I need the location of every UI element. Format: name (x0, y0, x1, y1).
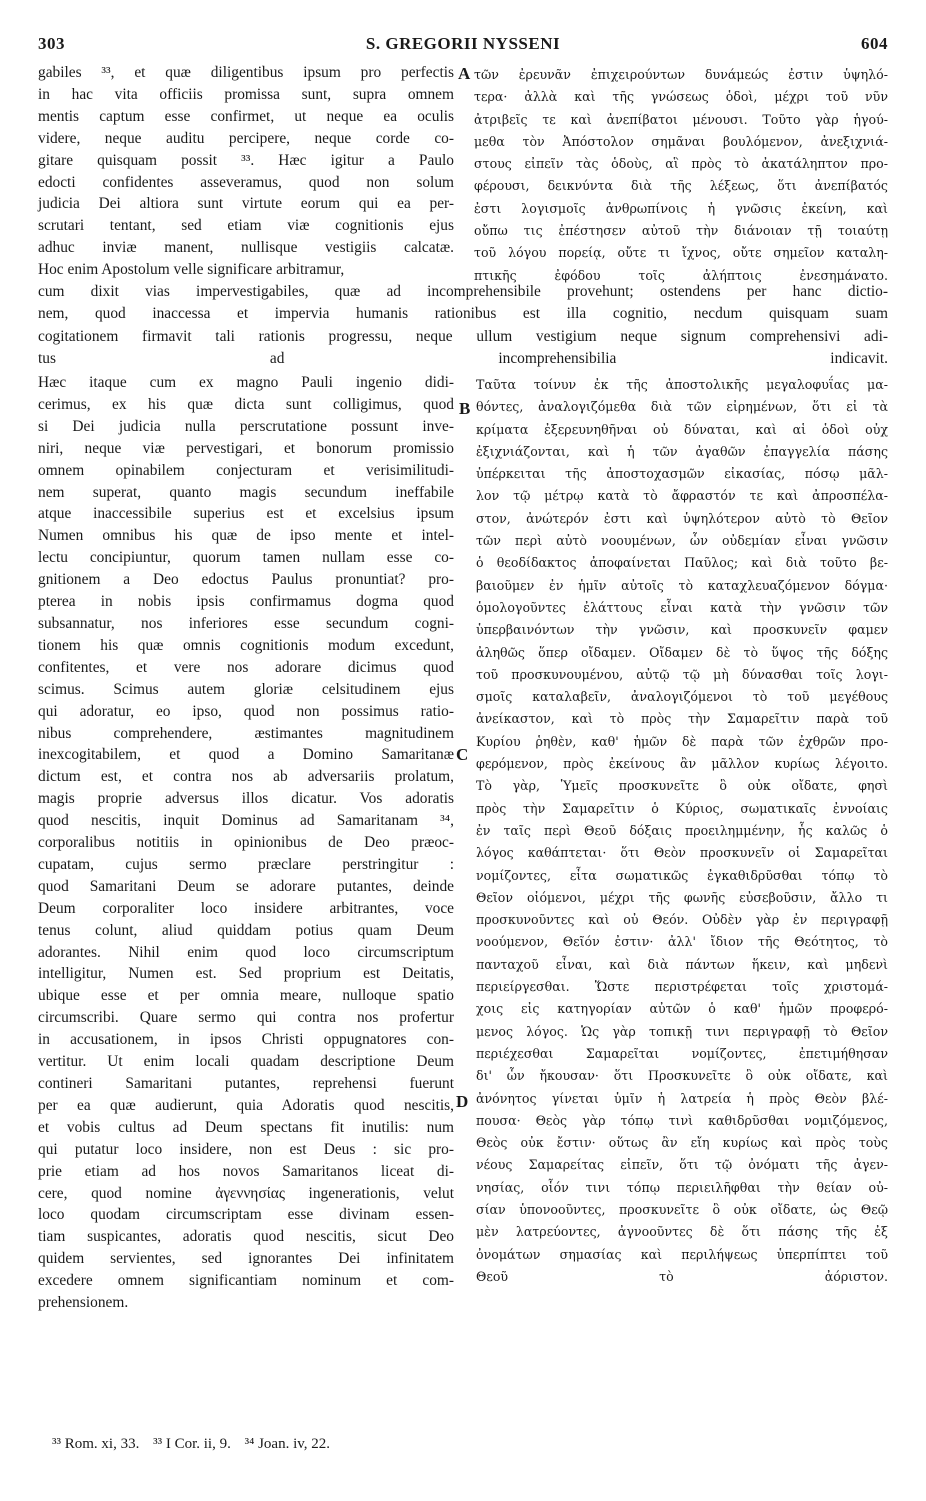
latin-text-line: quod Samaritani Deum se adorare putantes, deinde (38, 877, 454, 895)
page-number-left: 303 (38, 34, 65, 53)
latin-text-line: Hoc enim Apostolum velle significare arbitramur, (38, 261, 345, 279)
latin-text-line: cerimus, ex his quæ dicta sunt colligimus, quod (38, 395, 454, 413)
greek-text-line: Θεῖον οἰόμενοι, μέχρι τῆς φωνῆς εὐσεβοῦσιν, ἄλλο τι (476, 889, 888, 905)
greek-text-line: Θεὸς οὐκ ἔστιν· οὕτως ἂν εἴη κυρίως καὶ πρὸς τοὺς (476, 1135, 888, 1151)
latin-text-line: qui putatur loco insidere, non est Deus : sic pro- (38, 1140, 454, 1158)
greek-text-line: βαιοῦμεν ἐν ἡμῖν αὐτοῖς τὸ καταχλευαζόμενον δόγμα· (476, 577, 888, 593)
latin-text-line: cere, quod nomine ἀγεννησίας ingenerationis, velut (38, 1184, 454, 1202)
greek-text-line: σμοῖς καταλαβεῖν, ἀναλογιζόμενοι τὸ τοῦ μεγέθους (476, 689, 888, 705)
greek-text-line: πρὸς τὴν Σαμαρεῖτιν ὁ Κύριος, σωματικαῖς ἐννοίαις (476, 800, 888, 816)
latin-text-line: inexcogitabilem, et quod a Domino Samaritanæ (38, 746, 454, 764)
page-number-right: 604 (861, 34, 888, 53)
greek-text-line: νομίζοντες, εἶτα σωματικῶς ἐγκαθιδρῦσθαι τόπῳ τὸ (476, 867, 888, 883)
greek-text-line: τοῦ λόγου πορείᾳ, οὔτε τι ἴχνος, οὔτε σημεῖον καταλη- (474, 245, 888, 261)
latin-text-line: scrutari tentant, sed etiam viæ cognitionis ejus (38, 217, 454, 235)
latin-text-line: Numen omnibus his quæ de ipso mente et intel- (38, 527, 454, 545)
margin-mark-b: B (459, 399, 471, 418)
greek-text-line: ἐστι λογισμοῖς ἀνθρωπίνοις ἡ γνῶσις ἐκείνη, καὶ (474, 200, 888, 216)
latin-text-line: et vobis cultus ad Deum spectans fit inutilis: num (38, 1118, 454, 1136)
greek-text-line: μὲν λατρεύοντες, ἀγνοοῦντες δὲ ὅτι πάσης τῆς ἐξ (476, 1224, 888, 1240)
greek-text-line: Κυρίου ῥηθὲν, καθ' ἡμῶν δὲ παρὰ τῶν ἐχθρῶν προ- (476, 733, 888, 749)
greek-text-line: λον τῷ μέτρῳ κατὰ τὸ ἄφραστόν τε καὶ ἀπροσπέλα- (476, 488, 888, 504)
margin-mark-a: A (458, 64, 471, 83)
greek-text-line: πανταχοῦ εἶναι, καὶ διὰ πάντων ἥκειν, καὶ μηδενὶ (476, 956, 888, 972)
latin-text-line: tiam suspicantes, adoratis quod nescitis, sicut Deo (38, 1228, 454, 1246)
greek-text-line: περιέχεσθαι Σαμαρεῖται νομίζοντες, ἐπετιμήθησαν (476, 1045, 888, 1061)
latin-text-line: corporalibus notitiis in opinionibus de Deo præoc- (38, 834, 454, 852)
latin-text-line: gnitionem a Deo edoctus Paulus pronuntiat? pro- (38, 571, 454, 589)
greek-text-line: τῶν ἐρευνᾶν ἐπιχειρούντων δυνάμεώς ἐστιν ὑψηλό- (474, 67, 888, 82)
latin-text-line: prehensionem. (38, 1294, 129, 1312)
greek-text-line: Θεοῦ τὸ ἀόριστον. (476, 1268, 888, 1284)
latin-text-line: prie etiam ad hos novos Samaritanos liceat di- (38, 1162, 454, 1180)
latin-text-line: nem, quod inaccessa et impervia humanis rationibus est illa cognitio, necdum quisquam suam (38, 305, 888, 323)
latin-text-line: Hæc itaque cum ex magno Pauli ingenio didi- (38, 374, 454, 391)
greek-text-line: ὁ θεοδίδακτος ἀποφαίνεται Παῦλος; καὶ διὰ τοῦτο βε- (476, 555, 888, 571)
margin-mark-d: D (456, 1092, 469, 1111)
footnote: ³³ I Cor. ii, 9. (153, 1436, 231, 1452)
latin-text-line: tionem his quæ omnis cognitionis modum excedunt, (38, 636, 454, 654)
latin-text-line: edocti confidentes asseveramus, quod non solum (38, 173, 454, 191)
latin-text-line: confitentes, et vere nos adorare dicimus quod (38, 658, 454, 676)
running-header (38, 34, 888, 58)
latin-text-line: tus ad incomprehensibilia indicavit. (38, 350, 888, 368)
latin-text-line: excedere omnem significantiam nominum et com- (38, 1272, 454, 1290)
greek-text-line: ἀληθῶς ὅπερ οἴδαμεν. Οἴδαμεν δὲ τὸ ὕψος τῆς δόξης (476, 644, 888, 660)
latin-text-line: gabiles ³³, et quæ diligentibus ipsum pro perfectis (38, 64, 454, 81)
greek-text-line: κρίματα ἐξερευνηθῆναι οὐ δύναται, καὶ αἱ ὁδοὶ οὐχ (476, 421, 888, 437)
latin-text-line: nem superat, quanto magis secundum ineffabile (38, 483, 454, 501)
greek-text-line: χοις εἰς κατηγορίαν αὐτῶν ὁ καθ' ἡμῶν προφερό- (476, 1001, 888, 1017)
latin-text-line: Deum corporaliter loco insidere arbitrantes, voce (38, 899, 454, 917)
greek-text-line: ὑπερβαινόντων τὴν γνῶσιν, καὶ προσκυνεῖν φαμεν (476, 622, 888, 638)
greek-text-line: σίαν ὑπονοοῦντες, προσκυνεῖτε ὃ οὐκ οἴδατε, ὡς Θεῷ (476, 1201, 888, 1217)
running-title: S. GREGORII NYSSENI (365, 34, 561, 53)
latin-text-line: lectu concipiuntur, quorum tamen nullam esse co- (38, 549, 454, 567)
greek-column-top (474, 64, 888, 287)
latin-text-line: pterea in nobis ipsis confirmamus dogma quod (38, 593, 454, 611)
footnote: ³⁴ Joan. iv, 22. (244, 1436, 331, 1452)
latin-text-line: mentis captum esse confirmet, ut neque ea oculis (38, 107, 454, 125)
greek-text-line: περιείργεσθαι. Ὥστε περιστρέφεται τοῖς χριστομά- (476, 979, 888, 995)
latin-text-line: tenus colunt, aliud quiddam potius quam Deum (38, 921, 454, 939)
latin-text-line: loco quodam circumscriptam esse divinam essen- (38, 1206, 454, 1224)
footnote: ³³ Rom. xi, 33. (52, 1436, 140, 1452)
latin-text-line: omnem opinabilem conjecturam et verisimilitudi- (38, 461, 454, 479)
greek-text-line: ὁμολογοῦντες ἐλάττους εἶναι κατὰ τὴν γνῶσιν τῶν (476, 599, 888, 615)
greek-text-line: ἐξιχνιάζονται, καὶ ἡ τῶν ἀγαθῶν ἐπαγγελία πάσης (476, 443, 888, 459)
latin-text-line: ubique esse et per omnia meare, nulloque spatio (38, 987, 454, 1005)
greek-text-line: ὑπέρκειται τῆς ἀποστοχασμῶν εἰκασίας, πόσῳ μᾶλ- (476, 466, 888, 482)
latin-text-line: intelligitur, Numen est. Sed proprium est Deitatis, (38, 965, 454, 983)
latin-text-line: niri, neque viæ pervestigari, et bonorum promissio (38, 439, 454, 457)
latin-column-main (38, 372, 454, 1314)
greek-text-line: νησίας, οἷόν τινι τόπῳ περιειλῆφθαι τὴν θείαν οὐ- (476, 1179, 888, 1195)
greek-text-line: στον, ἀνώτερόν ἐστι καὶ ὑψηλότερον αὐτὸ τὸ Θεῖον (476, 510, 888, 526)
latin-text-line: per ea quæ audierunt, quia Adoratis quod nescitis, (38, 1096, 454, 1114)
latin-text-line: in accusationem, in ipsos Christi oppugnatores con- (38, 1031, 454, 1049)
latin-text-line: cogitationem firmavit tali rationis progressu, neque ullum vestigium neque signum comprehensivi adi- (38, 327, 888, 345)
latin-text-line: quod nescitis, inquit Dominus ad Samaritanam ³⁴, (38, 812, 454, 830)
latin-text-line: videre, neque auditu percipere, neque corde co- (38, 129, 454, 147)
latin-full-width-paragraph (38, 281, 888, 371)
greek-text-line: τοῦ προσκυνουμένου, αὐτῷ τῷ μὴ δύνασθαι τοῖς λογι- (476, 666, 888, 682)
latin-column-top (38, 62, 454, 281)
greek-text-line: προσκυνοῦντες καὶ οὐ Θεόν. Οὐδὲν γὰρ ἐν περιγραφῇ (476, 912, 888, 928)
latin-text-line: nibus comprehendere, æstimantes magnitudinem (38, 724, 454, 742)
greek-text-line: πουσα· Θεὸς γὰρ τόπῳ τινὶ καθιδρῦσθαι νομιζόμενος, (476, 1112, 888, 1128)
latin-text-line: contineri Samaritani putantes, reprehensi fuerunt (38, 1075, 454, 1092)
greek-text-line: τερα· ἀλλὰ καὶ τῆς γνώσεως ὁδοὶ, μέχρι τοῦ νῦν (474, 89, 888, 105)
latin-text-line: adhuc inviæ manent, nullisque vestigiis calcatæ. (38, 239, 454, 257)
latin-text-line: gitare quisquam possit ³³. Hæc igitur a Paulo (38, 151, 454, 169)
greek-text-line: ἐν ταῖς περὶ Θεοῦ δόξαις προειλημμένην, ἧς καλῶς ὁ (476, 822, 888, 838)
latin-text-line: dictum est, et contra nos ab adversariis prolatum, (38, 768, 454, 786)
greek-column-main (476, 374, 888, 1288)
greek-text-line: ἀνείκαστον, καὶ τὸ πρὸς τὴν Σαμαρεῖτιν παρὰ τοῦ (476, 711, 888, 727)
greek-text-line: Τὸ γὰρ, Ὑμεῖς προσκυνεῖτε ὃ οὐκ οἴδατε, φησὶ (476, 778, 888, 794)
latin-text-line: in hac vita officiis promissa sunt, supra omnem (38, 85, 454, 103)
latin-text-line: judicia Dei altiora sunt virtute eorum qui ea per- (38, 195, 454, 213)
latin-text-line: scimus. Scimus autem gloriæ celsitudinem ejus (38, 680, 454, 698)
latin-text-line: adorantes. Nihil enim quod loco circumscriptum (38, 943, 454, 961)
greek-text-line: στους εἰπεῖν τὰς ὁδοὺς, αἳ πρὸς τὸ ἀκατάληπτον προ- (474, 156, 888, 172)
greek-text-line: νοούμενον, Θεῖόν ἐστιν· ἀλλ' ἴδιον τῆς Θεότητος, τὸ (476, 934, 888, 950)
latin-text-line: vertitur. Ut enim locali quadam descriptione Deum (38, 1053, 454, 1071)
greek-text-line: Ταῦτα τοίνυν ἐκ τῆς ἀποστολικῆς μεγαλοφυΐας μα- (476, 377, 888, 392)
greek-text-line: ἀτριβεῖς τε καὶ ἀνεπίβατοι μένουσι. Τοῦτο γὰρ ἡγού- (474, 111, 888, 127)
latin-text-line: magis proprie adversus illos dicatur. Vos adoratis (38, 790, 454, 808)
greek-text-line: μεθα τὸν Ἀπόστολον σημᾶναι βουλόμενον, ἀνεξιχνιά- (474, 133, 888, 149)
greek-text-line: φέρουσι, δεικνύντα διὰ τῆς λέξεως, ὅτι ἀνεπίβατός (474, 178, 888, 194)
latin-text-line: subsannatur, nos inferiores esse secundum cogni- (38, 614, 454, 632)
greek-text-line: λόγος καθάπτεται· ὅτι Θεὸν προσκυνεῖν οἱ Σαμαρεῖται (476, 845, 888, 861)
latin-text-line: circumscribi. Quare sermo qui contra nos profertur (38, 1009, 454, 1027)
latin-text-line: quidem servientes, sed ignorantes Dei infinitatem (38, 1250, 454, 1268)
greek-text-line: θόντες, ἀναλογιζόμεθα διὰ τῶν εἰρημένων, ὅτι εἰ τὰ (476, 399, 888, 415)
greek-text-line: μενος λόγος. Ὡς γὰρ τοπικῇ τινι περιγραφῇ τὸ Θεῖον (476, 1023, 888, 1039)
latin-text-line: cum dixit vias impervestigabiles, quæ ad incomprehensibile provehunt; ostendens per hanc dictio- (38, 283, 888, 300)
greek-text-line: ὀνομάτων σημασίας καὶ περιλήψεως ὑπερπίπτει τοῦ (476, 1246, 888, 1262)
latin-text-line: cupatam, cujus sermo præclare perstringitur : (38, 855, 454, 873)
latin-text-line: atque inaccessibile superius est et excelsius ipsum (38, 505, 454, 523)
footnotes (52, 1436, 340, 1453)
greek-text-line: πτικῆς ἐφόδου τοῖς ἀλήπτοις ἐνεσημάνατο. (474, 267, 888, 283)
greek-text-line: ἀνόνητος γίνεται ὑμῖν ἡ λατρεία ἡ πρὸς Θεὸν βλέ- (476, 1090, 888, 1106)
greek-text-line: φερόμενον, πρὸς ἐκείνους ἂν μᾶλλον κυρίως λέγοιτο. (476, 756, 888, 772)
greek-text-line: δι' ὧν ἤκουσαν· ὅτι Προσκυνεῖτε ὃ οὐκ οἴδατε, καὶ (476, 1068, 888, 1084)
greek-text-line: τῶν περὶ αὐτὸ νοουμένων, ὧν οὐδεμίαν εἶναι γνῶσιν (476, 533, 888, 549)
greek-text-line: νέους Σαμαρείτας εἰπεῖν, ὅτι τῷ ὀνόματι τῆς ἀγεν- (476, 1157, 888, 1173)
margin-mark-c: C (456, 745, 469, 764)
greek-text-line: οὔπω τις ἐπέστησεν αὐτοῦ τὴν διάνοιαν τῇ τοιαύτῃ (474, 223, 888, 239)
latin-text-line: si Dei judicia nulla perscrutatione possunt inve- (38, 417, 454, 435)
latin-text-line: qui adoratur, eo ipso, quod non possimus ratio- (38, 702, 454, 720)
